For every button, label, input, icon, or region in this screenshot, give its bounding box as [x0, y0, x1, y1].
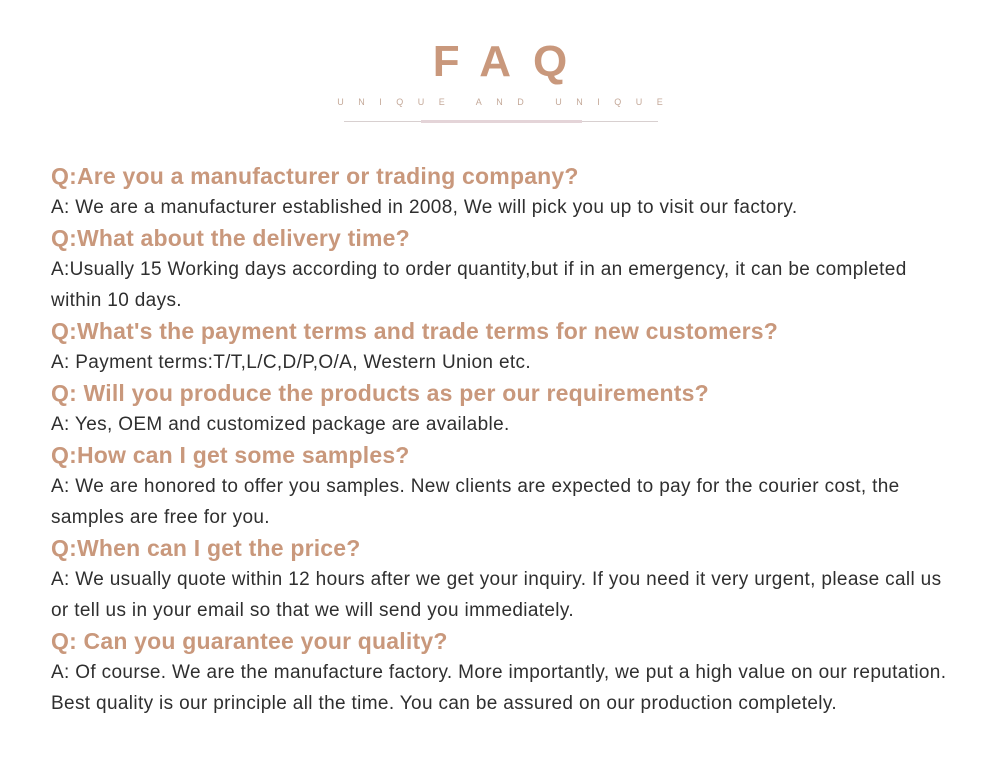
faq-item: [51, 440, 951, 533]
page-subtitle: UNIQUE AND UNIQUE: [337, 97, 678, 107]
faq-item: [51, 626, 951, 719]
faq-question: Q:When can I get the price?: [51, 535, 361, 561]
faq-item: [51, 223, 951, 316]
header-divider-accent: [421, 120, 582, 123]
faq-answer: A: We are honored to offer you samples. New clients are expected to pay for the courier cost, the samples are free for you.: [51, 476, 900, 528]
faq-question: Q:Are you a manufacturer or trading company?: [51, 163, 579, 189]
faq-question: Q: Will you produce the products as per our requirements?: [51, 380, 709, 406]
faq-answer: A:Usually 15 Working days according to order quantity,but if in an emergency, it can be completed within 10 days.: [51, 259, 907, 311]
faq-answer: A: Yes, OEM and customized package are available.: [51, 414, 510, 435]
faq-answer: A: Of course. We are the manufacture factory. More importantly, we put a high value on our reputation. Best quality is our principle all the time. You can be assured on our production completely.: [51, 662, 947, 714]
faq-header: [0, 0, 1000, 130]
faq-item: [51, 316, 951, 378]
faq-question: Q:What's the payment terms and trade terms for new customers?: [51, 318, 778, 344]
page-title: FAQ: [432, 37, 590, 86]
faq-answer: A: We usually quote within 12 hours after we get your inquiry. If you need it very urgent, please call us or tell us in your email so that we will send you immediately.: [51, 569, 942, 621]
faq-answer: A: We are a manufacturer established in 2008, We will pick you up to visit our factory.: [51, 197, 798, 218]
faq-item: [51, 161, 951, 223]
faq-question: Q:What about the delivery time?: [51, 225, 410, 251]
faq-question: Q: Can you guarantee your quality?: [51, 628, 448, 654]
faq-item: [51, 533, 951, 626]
faq-item: [51, 378, 951, 440]
faq-question: Q:How can I get some samples?: [51, 442, 410, 468]
faq-list: [51, 161, 951, 719]
faq-answer: A: Payment terms:T/T,L/C,D/P,O/A, Western Union etc.: [51, 352, 531, 373]
